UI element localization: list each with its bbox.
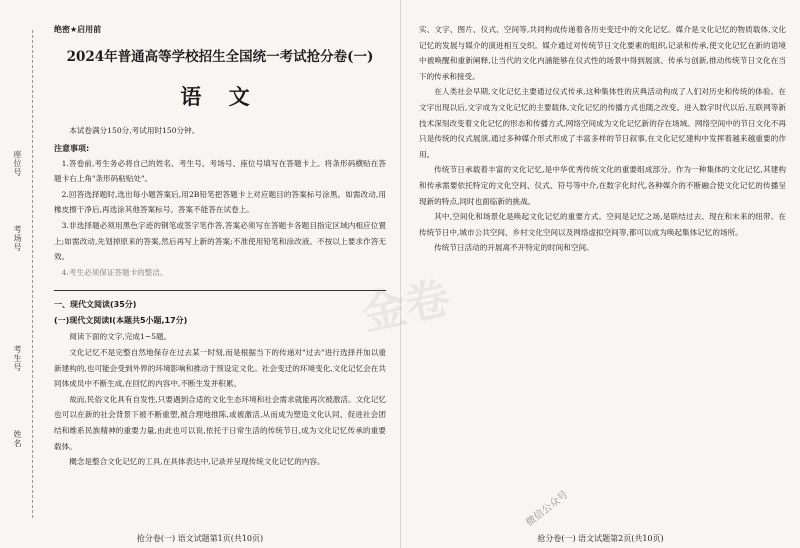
binding-cut-line <box>32 30 33 518</box>
page-footer: 抢分卷(一) 语文试题第1页(共10页) <box>136 534 264 543</box>
subsection-title: (一)现代文阅读Ⅰ(本题共5小题,17分) <box>54 316 188 326</box>
right-page <box>357 0 800 548</box>
passage-paragraph: 实、文字、图片、仪式、空间等,共同构成传递着各历史变迁中的文化记忆。媒介是文化记忆的物质载体,文化记忆的发展与媒介的演进相互交织。媒介通过对传统节日文化要素的组织,记录和传承,使文化记忆在新的语境中被唤醒和重新阐释,让当代的文化内涵能够在仪式性的场景中得到展演、传承与创新,推动传统节日文化在当下的传承和接受。 <box>419 25 786 81</box>
section-title: 一、现代文阅读(35分) <box>54 300 137 310</box>
binding-margin <box>4 0 50 548</box>
reading-instruction: 阅读下面的文字,完成1~5题。 <box>69 332 172 342</box>
page-footer: 抢分卷(一) 语文试题第2页(共10页) <box>537 534 664 543</box>
watermark: 金卷 <box>357 272 455 341</box>
secret-mark: 绝密★启用前 <box>54 25 102 34</box>
subject-title: 语 文 <box>180 84 260 109</box>
passage-paragraph: 传统节日承载着丰富的文化记忆,是中华优秀传统文化的重要组成部分。作为一种集体的文化记忆,其建构和传承需要依托特定的文化空间、仪式、符号等中介,在数字化时代,各种媒介的不断融合使文化记忆的传播呈现新的特点,同时也面临新的挑战。 <box>419 165 786 206</box>
stamp-text: 微信公众号 <box>524 489 571 529</box>
passage-paragraph: 概念是整合文化记忆的工具,在具体表达中,记录并呈现传统文化记忆的内容。 <box>69 457 325 467</box>
exam-title: 2024年普通高等学校招生全国统一考试抢分卷(一) <box>66 49 374 65</box>
passage-paragraph: 故而,民俗文化具有自发性,只要遇到合适的文化生态环境和社会需求就能再次被激活。文化记忆也可以在新的社会背景下被不断重塑,被合理地推陈,或被激活,从而成为塑造文化认同、促进社会团结和维系民族精神的重要力量,由此也可以说,依托于日常生活的传统节日,成为文化记忆传承的重要载体。 <box>54 394 386 451</box>
binding-label-seat: 座位号 <box>13 150 22 177</box>
exam-intro: 本试卷满分150分,考试用时150分钟。 <box>69 126 200 135</box>
passage-paragraph: 传统节日活动的开展离不开特定的时间和空间。 <box>434 243 594 253</box>
notice-item: 1.答卷前,考生务必将自己的姓名、考生号、考场号、座位号填写在答题卡上。将条形码横贴在答题卡右上角"条形码粘贴处"。 <box>54 158 386 184</box>
passage-paragraph: 在人类社会早期,文化记忆主要通过仪式传承,这种集体性的庆典活动构成了人们对历史和传统的体验。在文字出现以后,文字成为文化记忆的主要载体,文化记忆的传播方式也随之改变。进入数字时代以后,互联网等新技术深刻改变着文化记忆的形态和传播方式,网络空间成为文化记忆新的存在场域。网络空间中的节日文化不再只是传统的仪式展演,通过多种媒介形式形成了丰富多样的节日叙事,在文化记忆建构中发挥着越来越重要的作用。 <box>419 87 786 159</box>
binding-label-name: 姓名 <box>13 430 22 448</box>
section-divider <box>54 290 386 291</box>
notice-title: 注意事项: <box>54 143 90 153</box>
binding-label-id: 考生号 <box>13 345 22 372</box>
binding-label-room: 考场号 <box>13 225 22 252</box>
notice-item: 2.回答选择题时,选出每小题答案后,用2B铅笔把答题卡上对应题目的答案标号涂黑。如需改动,用橡皮擦干净后,再选涂其他答案标号。答案不能答在试卷上。 <box>54 189 386 215</box>
notice-item: 4.考生必须保证答题卡的整洁。 <box>61 267 168 277</box>
passage-paragraph: 文化记忆不是完整自然地保存在过去某一时刻,而是根据当下的传递对"过去"进行选择并加以重新建构的,也可能会受到外界的环境影响和推动于预设定文化。社会变迁的环境变化,文化记忆会在共同体成员中不断生成,在回忆的内容中,不断生发并积累。 <box>54 347 386 389</box>
passage-paragraph: 其中,空间化和场景化是唤起文化记忆的重要方式。空间是记忆之场,是联结过去、现在和未来的纽带。在传统节日中,城市公共空间、乡村文化空间以及网络虚拟空间等,都可以成为唤起集体记忆的场所。 <box>419 212 786 237</box>
notice-item: 3.非选择题必须用黑色字迹的钢笔或签字笔作答,答案必须写在答题卡各题目指定区域内相应位置上;如需改动,先划掉原来的答案,然后再写上新的答案;不准使用铅笔和涂改液。不按以上要求作答无效。 <box>54 220 386 262</box>
